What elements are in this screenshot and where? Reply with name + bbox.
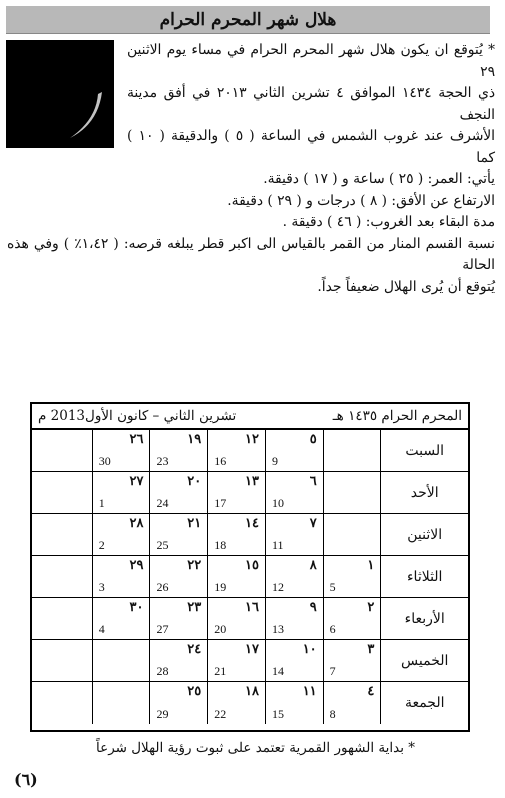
weekday-label: الأحد — [380, 472, 468, 513]
gregorian-day: 26 — [156, 580, 169, 594]
calendar-row — [32, 556, 468, 598]
date-cell — [323, 472, 381, 513]
weekday-label: الجمعة — [380, 682, 468, 724]
gregorian-day: 20 — [214, 622, 227, 636]
hijri-day: ٢٠ — [187, 474, 202, 489]
gregorian-day: 21 — [214, 664, 227, 678]
gregorian-months-label: تشرين الثاني – كانون الأول2013 م — [38, 408, 237, 424]
date-cell — [32, 598, 92, 639]
footnote: * بداية الشهور القمرية تعتمد على ثبوت رؤية الهلال شرعاً — [96, 740, 415, 756]
hijri-day: ١٠ — [302, 642, 317, 657]
weekday-label: الثلاثاء — [380, 556, 468, 597]
date-cell — [149, 682, 207, 724]
date-cell — [92, 514, 150, 555]
date-cell — [92, 472, 150, 513]
date-cell — [323, 640, 381, 681]
hijri-day: ٢٨ — [129, 516, 144, 531]
para-line: يأتي: العمر: ( ٢٥ ) ساعة و ( ١٧ ) دقيقة. — [263, 171, 495, 187]
date-cell — [92, 598, 150, 639]
date-cell — [207, 430, 265, 471]
date-cell — [149, 598, 207, 639]
gregorian-day: 2 — [98, 538, 105, 552]
gregorian-day: 3 — [98, 580, 105, 594]
calendar-grid — [32, 430, 468, 724]
calendar-row — [32, 682, 468, 724]
date-cell — [207, 682, 265, 724]
weekday-label: الأربعاء — [380, 598, 468, 639]
date-cell — [265, 556, 323, 597]
date-cell — [323, 598, 381, 639]
hijri-day: ١١ — [302, 684, 317, 699]
date-cell — [265, 514, 323, 555]
gregorian-day: 7 — [329, 664, 336, 678]
hijri-day: ٤ — [367, 684, 375, 699]
gregorian-day: 24 — [156, 496, 169, 510]
weekday-label: السبت — [380, 430, 468, 471]
hijri-day: ١٣ — [244, 474, 259, 489]
main-paragraph — [7, 40, 495, 298]
gregorian-day: 6 — [329, 622, 336, 636]
gregorian-day: 18 — [214, 538, 227, 552]
date-cell — [149, 514, 207, 555]
gregorian-day: 17 — [214, 496, 227, 510]
calendar-header — [32, 404, 468, 430]
date-cell — [323, 514, 381, 555]
date-cell — [265, 430, 323, 471]
date-cell — [149, 556, 207, 597]
gregorian-day: 25 — [156, 538, 169, 552]
gregorian-day: 11 — [271, 538, 284, 552]
hijri-day: ٧ — [309, 516, 317, 531]
hijri-day: ٣٠ — [129, 600, 144, 615]
gregorian-day: 30 — [98, 454, 111, 468]
date-cell — [32, 556, 92, 597]
hijri-day: ٢٧ — [129, 474, 144, 489]
gregorian-day: 15 — [271, 707, 284, 721]
para-line: الأشرف عند غروب الشمس في الساعة ( ٥ ) والدقيقة ( ١٠ ) كما — [127, 128, 495, 166]
date-cell — [207, 556, 265, 597]
gregorian-day: 5 — [329, 580, 336, 594]
gregorian-day: 12 — [271, 580, 284, 594]
gregorian-day: 19 — [214, 580, 227, 594]
date-cell — [265, 472, 323, 513]
hijri-day: ٩ — [309, 600, 317, 615]
hijri-day: ١٧ — [244, 642, 259, 657]
date-cell — [207, 640, 265, 681]
date-cell — [92, 430, 150, 471]
weekday-label: الاثنين — [380, 514, 468, 555]
calendar-row — [32, 472, 468, 514]
gregorian-day: 29 — [156, 707, 169, 721]
date-cell — [92, 556, 150, 597]
page-title-text: هلال شهر المحرم الحرام — [159, 9, 337, 30]
date-cell — [32, 682, 92, 724]
hijri-day: ٦ — [309, 474, 317, 489]
hijri-month-label: المحرم الحرام ١٤٣٥ هـ — [332, 408, 462, 424]
date-cell — [92, 682, 150, 724]
date-cell — [323, 556, 381, 597]
gregorian-day: 27 — [156, 622, 169, 636]
hijri-day: ٢٤ — [187, 642, 202, 657]
hijri-day: ٥ — [309, 432, 317, 447]
gregorian-day: 23 — [156, 454, 169, 468]
calendar-row — [32, 514, 468, 556]
page-number: (٦) — [14, 770, 38, 789]
hijri-day: ٢٢ — [187, 558, 202, 573]
calendar-row — [32, 640, 468, 682]
gregorian-day: 22 — [214, 707, 227, 721]
gregorian-day: 9 — [271, 454, 278, 468]
hijri-day: ١٥ — [244, 558, 259, 573]
date-cell — [323, 682, 381, 724]
hijri-day: ١ — [367, 558, 375, 573]
date-cell — [149, 430, 207, 471]
stay-line: مدة البقاء بعد الغروب: ( ٤٦ ) دقيقة . — [282, 214, 495, 230]
hijri-day: ١٦ — [244, 600, 259, 615]
hijri-day: ٨ — [309, 558, 317, 573]
date-cell — [92, 640, 150, 681]
hijri-day: ١٨ — [244, 684, 259, 699]
calendar-row — [32, 598, 468, 640]
date-cell — [149, 472, 207, 513]
calendar-table — [30, 402, 470, 732]
para-line: * يُتوقع ان يكون هلال شهر المحرم الحرام في مساء يوم الاثنين ٢٩ — [127, 42, 495, 80]
date-cell — [207, 514, 265, 555]
gregorian-day: 8 — [329, 707, 336, 721]
gregorian-day: 4 — [98, 622, 105, 636]
gregorian-day: 14 — [271, 664, 284, 678]
hijri-day: ٢٦ — [129, 432, 144, 447]
illumination-line: يُتوقع أن يُرى الهلال ضعيفاً جداً. — [317, 278, 495, 295]
date-cell — [32, 514, 92, 555]
illumination-line: نسبة القسم المنار من القمر بالقياس الى اكبر قطر يبلغه قرصه: ( ١،٤٢٪ ) وفي هذه الحالة — [7, 235, 495, 273]
hijri-day: ١٩ — [187, 432, 202, 447]
hijri-day: ٢١ — [187, 516, 202, 531]
altitude-line: الارتفاع عن الأفق: ( ٨ ) درجات و ( ٢٩ ) دقيقة. — [227, 192, 495, 209]
date-cell — [265, 682, 323, 724]
para-line: ذي الحجة ١٤٣٤ الموافق ٤ تشرين الثاني ٢٠١٣ في أفق مدينة النجف — [127, 85, 495, 123]
date-cell — [265, 598, 323, 639]
gregorian-day: 16 — [214, 454, 227, 468]
page-title — [6, 6, 490, 34]
date-cell — [207, 472, 265, 513]
gregorian-day: 1 — [98, 496, 105, 510]
hijri-day: ٣ — [367, 642, 375, 657]
date-cell — [32, 430, 92, 471]
hijri-day: ٢٣ — [187, 600, 202, 615]
hijri-day: ١٤ — [244, 516, 259, 531]
date-cell — [265, 640, 323, 681]
hijri-day: ٢٥ — [187, 684, 202, 699]
date-cell — [207, 598, 265, 639]
gregorian-day: 10 — [271, 496, 284, 510]
hijri-day: ١٢ — [244, 432, 259, 447]
calendar-row — [32, 430, 468, 472]
date-cell — [32, 640, 92, 681]
gregorian-day: 13 — [271, 622, 284, 636]
date-cell — [149, 640, 207, 681]
date-cell — [323, 430, 381, 471]
weekday-label: الخميس — [380, 640, 468, 681]
gregorian-day: 28 — [156, 664, 169, 678]
hijri-day: ٢ — [367, 600, 375, 615]
hijri-day: ٢٩ — [129, 558, 144, 573]
date-cell — [32, 472, 92, 513]
